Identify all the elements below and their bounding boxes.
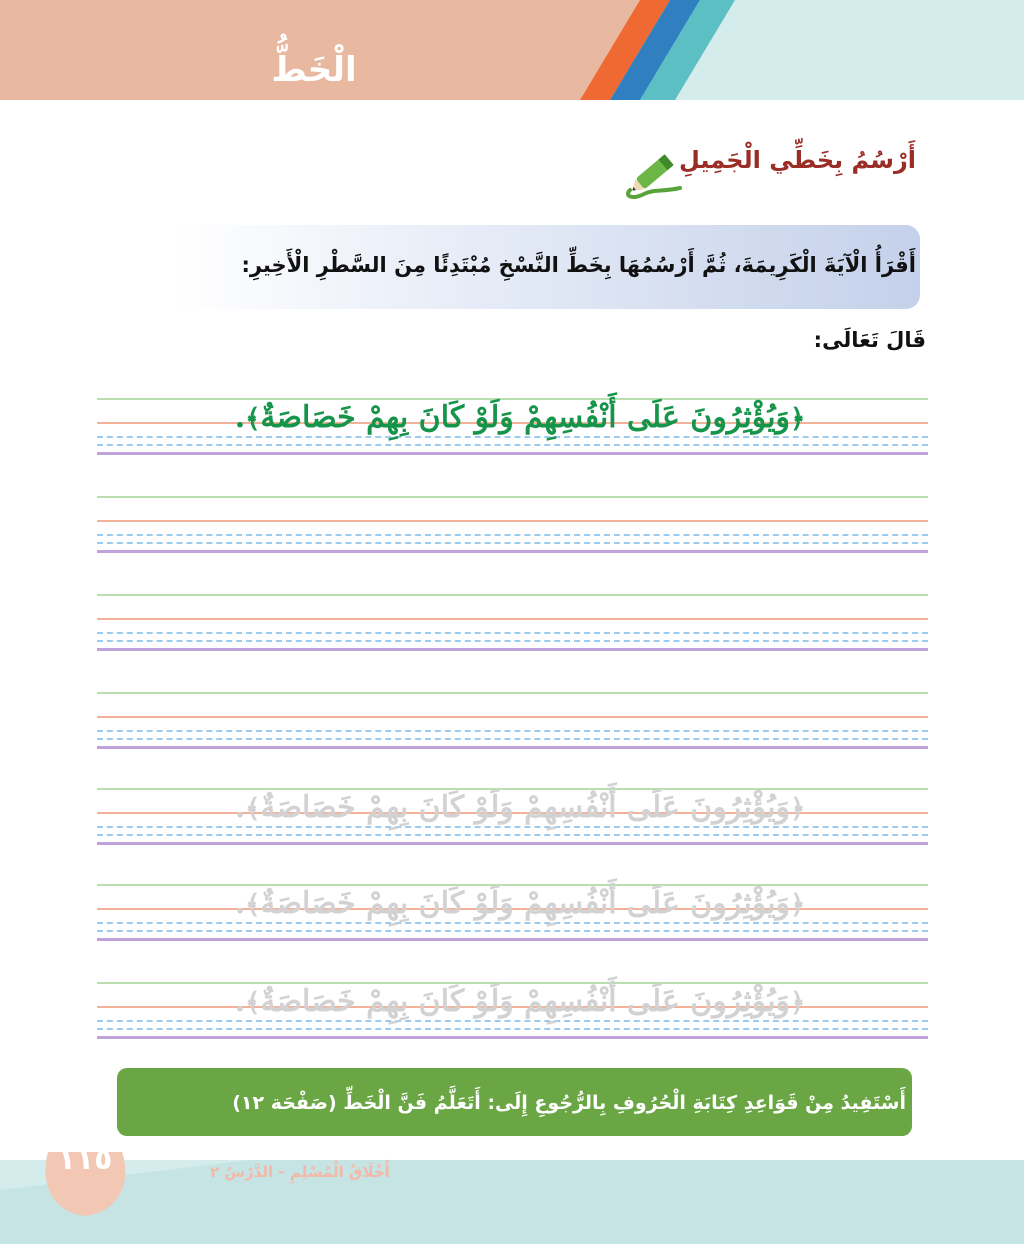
writing-line-2[interactable] xyxy=(97,496,928,554)
verse-trace-2: ﴿وَيُؤْثِرُونَ عَلَى أَنْفُسِهِمْ وَلَوْ كَانَ بِهِمْ خَصَاصَةٌ﴾. xyxy=(234,886,806,921)
footer-background xyxy=(0,1150,1024,1244)
footer-book-info: أَخْلَاقُ الْمُسْلِمِ - الدَّرْسُ ٢ xyxy=(210,1163,390,1181)
tip-text: أَسْتَفِيدُ مِنْ قَوَاعِدِ كِتَابَةِ الْحُرُوفِ بِالرُّجُوعِ إِلَى: أَتَعَلَّمُ فَنَّ الْخَطِّ (صَفْحَة ١٢) xyxy=(232,1092,906,1114)
writing-line-3[interactable] xyxy=(97,594,928,652)
writing-line-4[interactable] xyxy=(97,692,928,750)
intro-text: قَالَ تَعَالَى: xyxy=(813,328,926,352)
page-number: ١١٥ xyxy=(57,1142,113,1177)
header-band xyxy=(0,0,1024,100)
verse-model: ﴿وَيُؤْثِرُونَ عَلَى أَنْفُسِهِمْ وَلَوْ كَانَ بِهِمْ خَصَاصَةٌ﴾. xyxy=(234,400,806,435)
instruction-text: أَقْرَأُ الْآيَةَ الْكَرِيمَةَ، ثُمَّ أَرْسُمُهَا بِخَطِّ النَّسْخِ مُبْتَدِئًا مِنَ السَّطْرِ الْأَخِيرِ: xyxy=(241,253,916,277)
verse-trace-3: ﴿وَيُؤْثِرُونَ عَلَى أَنْفُسِهِمْ وَلَوْ كَانَ بِهِمْ خَصَاصَةٌ﴾. xyxy=(234,984,806,1019)
section-title: أَرْسُمُ بِخَطِّي الْجَمِيلِ xyxy=(679,146,916,174)
pen-icon xyxy=(622,150,688,200)
verse-trace-1: ﴿وَيُؤْثِرُونَ عَلَى أَنْفُسِهِمْ وَلَوْ كَانَ بِهِمْ خَصَاصَةٌ﴾. xyxy=(234,790,806,825)
page-title: الْخَطُّ xyxy=(271,50,357,90)
